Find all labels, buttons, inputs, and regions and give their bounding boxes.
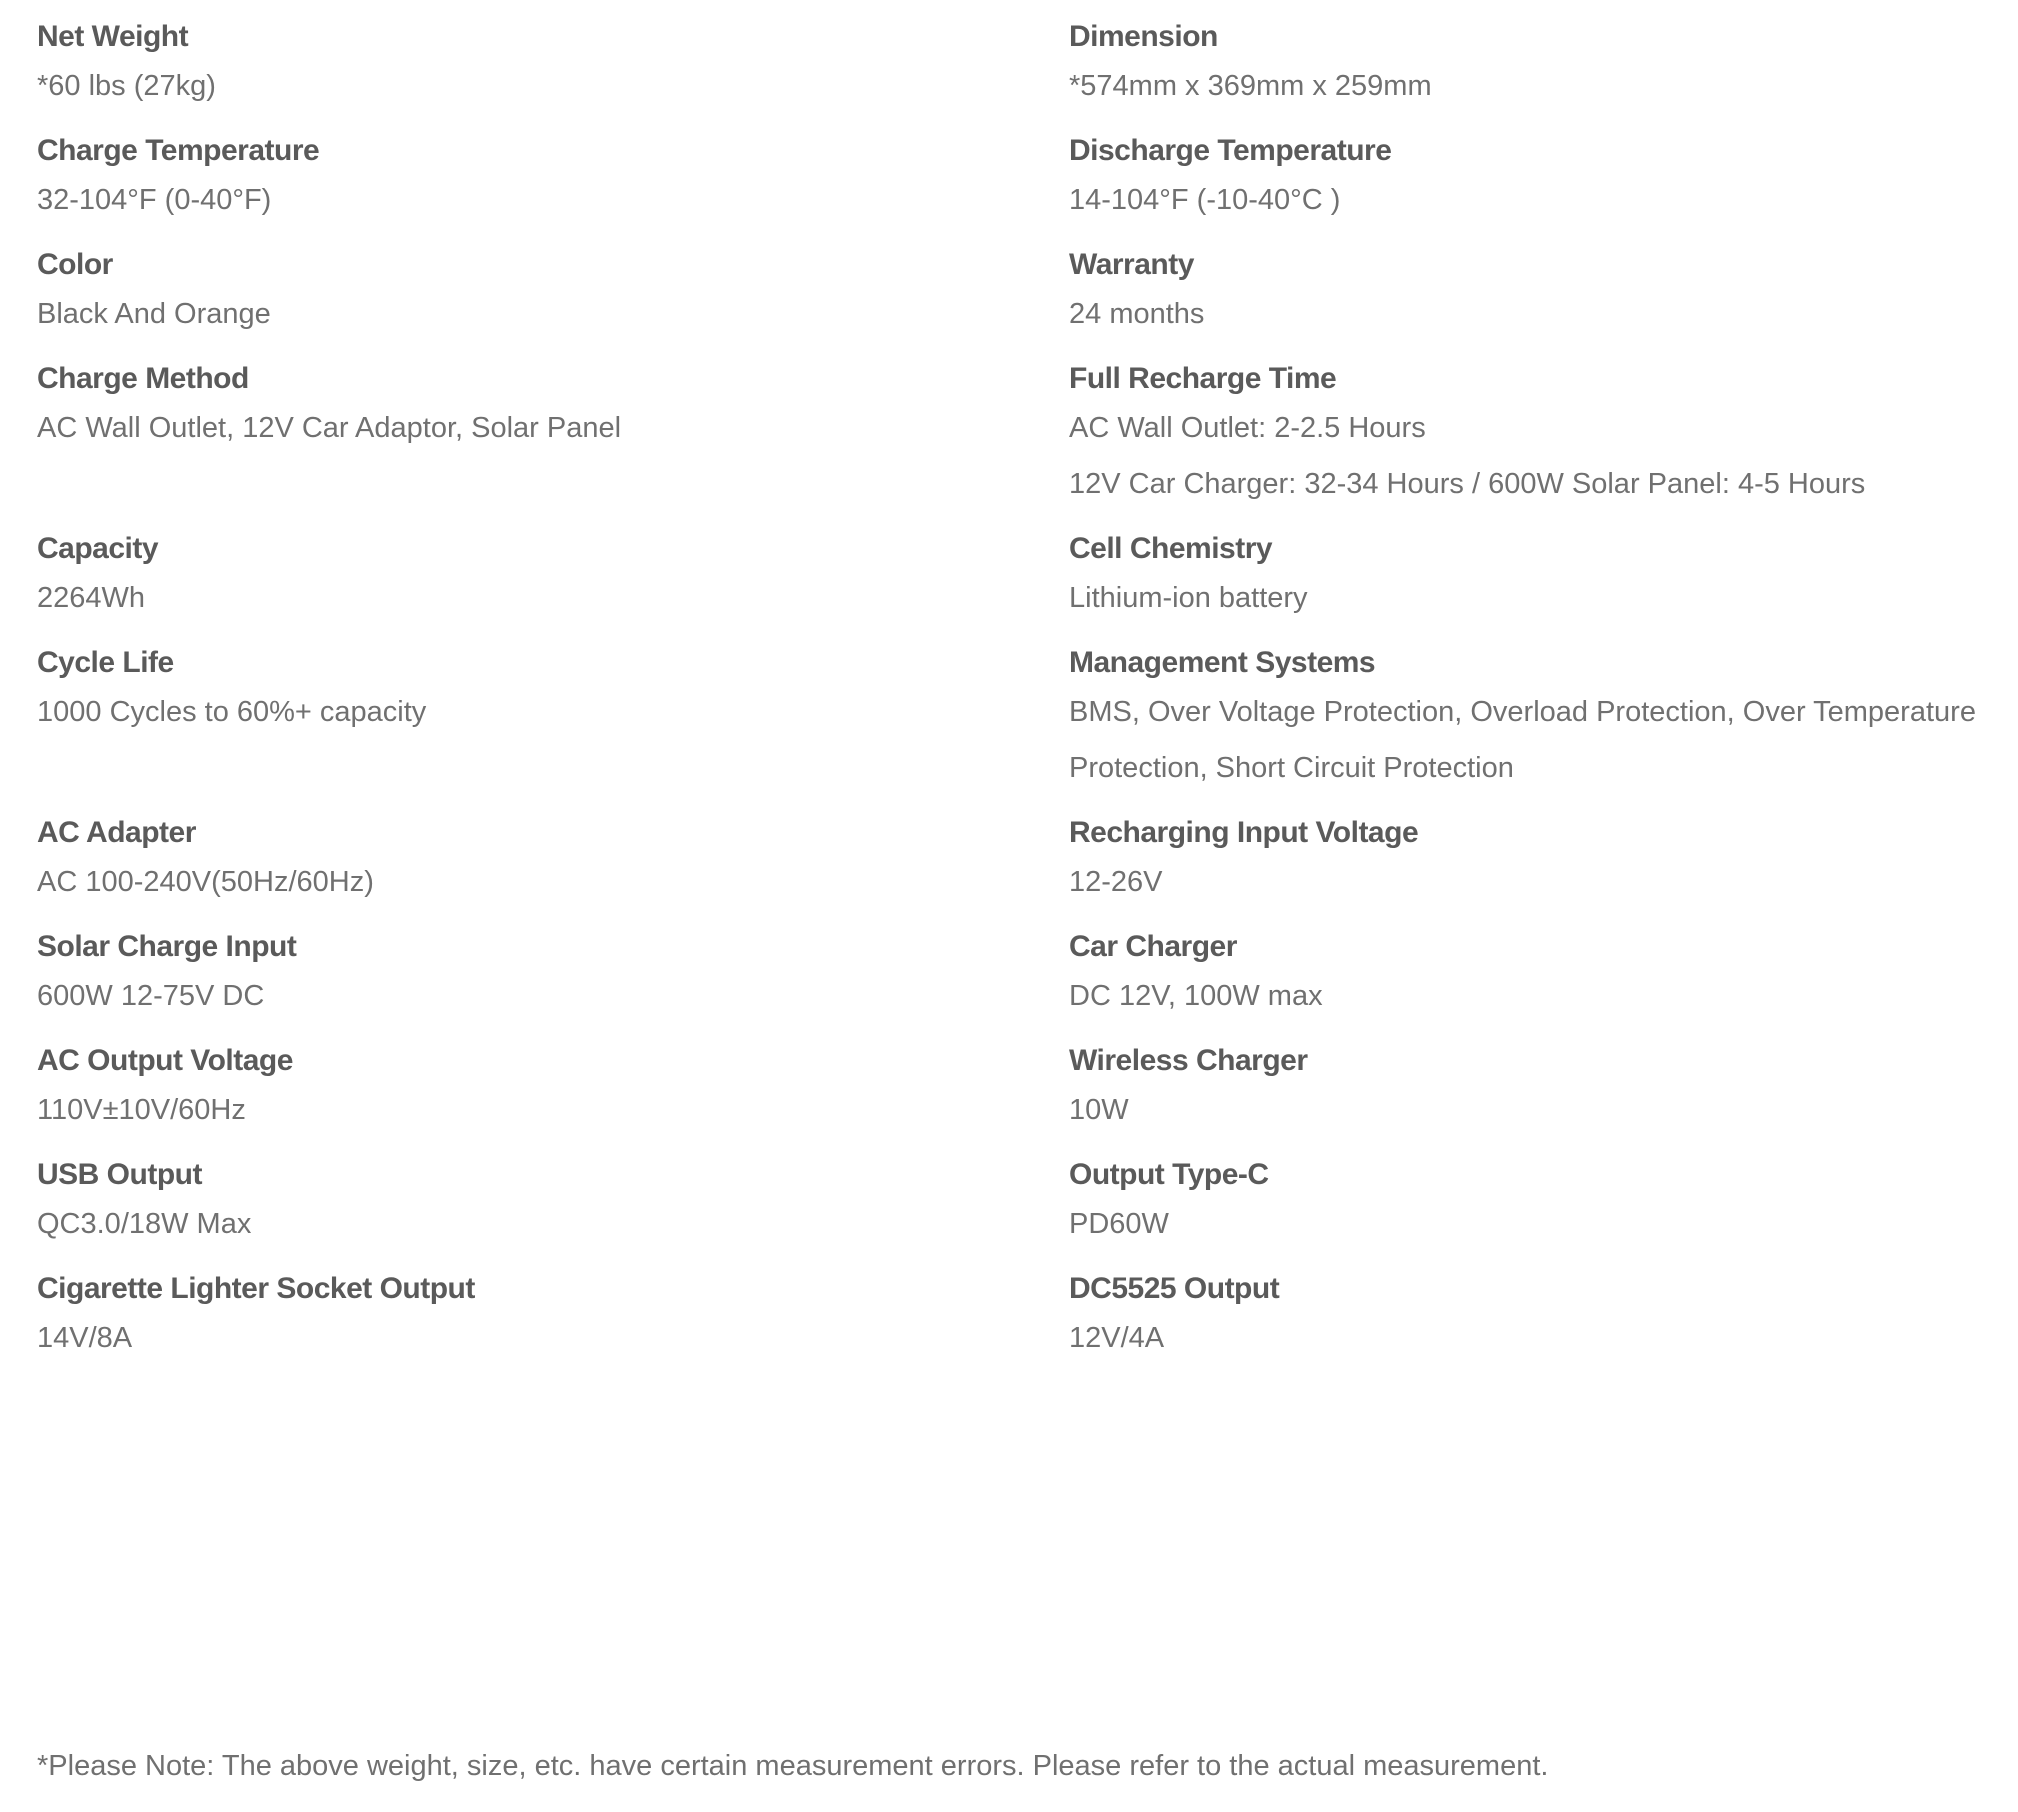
spec-label: Car Charger <box>1069 930 1237 963</box>
spec-label: Cigarette Lighter Socket Output <box>37 1272 475 1305</box>
spec-label: AC Adapter <box>37 816 196 849</box>
spec-value: *574mm x 369mm x 259mm <box>1069 70 1432 102</box>
spec-value: *60 lbs (27kg) <box>37 70 216 102</box>
measurement-note: *Please Note: The above weight, size, etc. have certain measurement errors. Please refer to the actual measurement. <box>37 1750 1549 1782</box>
spec-value: AC Wall Outlet, 12V Car Adaptor, Solar Panel <box>37 412 622 444</box>
spec-item-charge-method <box>37 342 1069 512</box>
spec-label: DC5525 Output <box>1069 1272 1280 1305</box>
spec-item-cycle-life <box>37 626 1069 796</box>
spec-label: Output Type-C <box>1069 1158 1269 1191</box>
spec-value: 110V±10V/60Hz <box>37 1094 246 1126</box>
spec-row <box>37 1252 2012 1366</box>
spec-label: Cell Chemistry <box>1069 532 1273 565</box>
spec-row <box>37 1138 2012 1252</box>
spec-value: Black And Orange <box>37 298 271 330</box>
spec-value: 10W <box>1069 1094 1129 1126</box>
spec-label: Full Recharge Time <box>1069 362 1337 395</box>
spec-value: PD60W <box>1069 1208 1169 1240</box>
spec-item-usb-output <box>37 1138 1069 1252</box>
spec-item-recharging-input-voltage <box>1069 796 2009 910</box>
spec-value: 14-104°F (-10-40°C ) <box>1069 184 1341 216</box>
spec-label: Warranty <box>1069 248 1194 281</box>
spec-label: Charge Method <box>37 362 249 395</box>
spec-item-ac-adapter <box>37 796 1069 910</box>
spec-label: Discharge Temperature <box>1069 134 1392 167</box>
spec-value: 12-26V <box>1069 866 1163 898</box>
spec-item-capacity <box>37 512 1069 626</box>
spec-item-dimension <box>1069 0 2009 114</box>
spec-value: Protection, Short Circuit Protection <box>1069 752 1514 784</box>
spec-item-charge-temperature <box>37 114 1069 228</box>
spec-table <box>37 0 2012 1366</box>
spec-label: Recharging Input Voltage <box>1069 816 1419 849</box>
spec-item-ac-output-voltage <box>37 1024 1069 1138</box>
spec-value: AC Wall Outlet: 2-2.5 Hours <box>1069 412 1426 444</box>
spec-item-color <box>37 228 1069 342</box>
spec-label: Solar Charge Input <box>37 930 297 963</box>
spec-item-management-systems <box>1069 626 2009 796</box>
spec-value: DC 12V, 100W max <box>1069 980 1323 1012</box>
spec-value: 24 months <box>1069 298 1205 330</box>
spec-row <box>37 114 2012 228</box>
spec-row <box>37 626 2012 796</box>
spec-value: 12V/4A <box>1069 1322 1165 1354</box>
spec-label: Wireless Charger <box>1069 1044 1308 1077</box>
spec-item-solar-charge-input <box>37 910 1069 1024</box>
spec-label: AC Output Voltage <box>37 1044 293 1077</box>
spec-label: USB Output <box>37 1158 202 1191</box>
spec-value: BMS, Over Voltage Protection, Overload Protection, Over Temperature <box>1069 696 1976 728</box>
spec-label: Dimension <box>1069 20 1218 53</box>
spec-row <box>37 228 2012 342</box>
spec-row <box>37 796 2012 910</box>
spec-label: Management Systems <box>1069 646 1376 679</box>
spec-value: 1000 Cycles to 60%+ capacity <box>37 696 427 728</box>
spec-value: 600W 12-75V DC <box>37 980 265 1012</box>
spec-label: Cycle Life <box>37 646 174 679</box>
spec-row <box>37 0 2012 114</box>
spec-item-full-recharge-time <box>1069 342 2009 512</box>
spec-value: AC 100-240V(50Hz/60Hz) <box>37 866 374 898</box>
spec-row <box>37 1024 2012 1138</box>
spec-item-net-weight <box>37 0 1069 114</box>
spec-row <box>37 342 2012 512</box>
spec-value: Lithium-ion battery <box>1069 582 1308 614</box>
spec-value: 12V Car Charger: 32-34 Hours / 600W Solar Panel: 4-5 Hours <box>1069 468 1866 500</box>
spec-value: 14V/8A <box>37 1322 133 1354</box>
spec-value: 2264Wh <box>37 582 146 614</box>
spec-value: QC3.0/18W Max <box>37 1208 252 1240</box>
spec-label: Net Weight <box>37 20 189 53</box>
spec-label: Color <box>37 248 113 281</box>
spec-item-output-type-c <box>1069 1138 2009 1252</box>
spec-item-wireless-charger <box>1069 1024 2009 1138</box>
spec-item-dc5525-output <box>1069 1252 2009 1366</box>
spec-item-cell-chemistry <box>1069 512 2009 626</box>
spec-row <box>37 512 2012 626</box>
spec-item-warranty <box>1069 228 2009 342</box>
spec-label: Capacity <box>37 532 159 565</box>
spec-item-discharge-temperature <box>1069 114 2009 228</box>
spec-value: 32-104°F (0-40°F) <box>37 184 272 216</box>
spec-item-car-charger <box>1069 910 2009 1024</box>
spec-label: Charge Temperature <box>37 134 320 167</box>
spec-item-cigarette-lighter-output <box>37 1252 1069 1366</box>
spec-row <box>37 910 2012 1024</box>
